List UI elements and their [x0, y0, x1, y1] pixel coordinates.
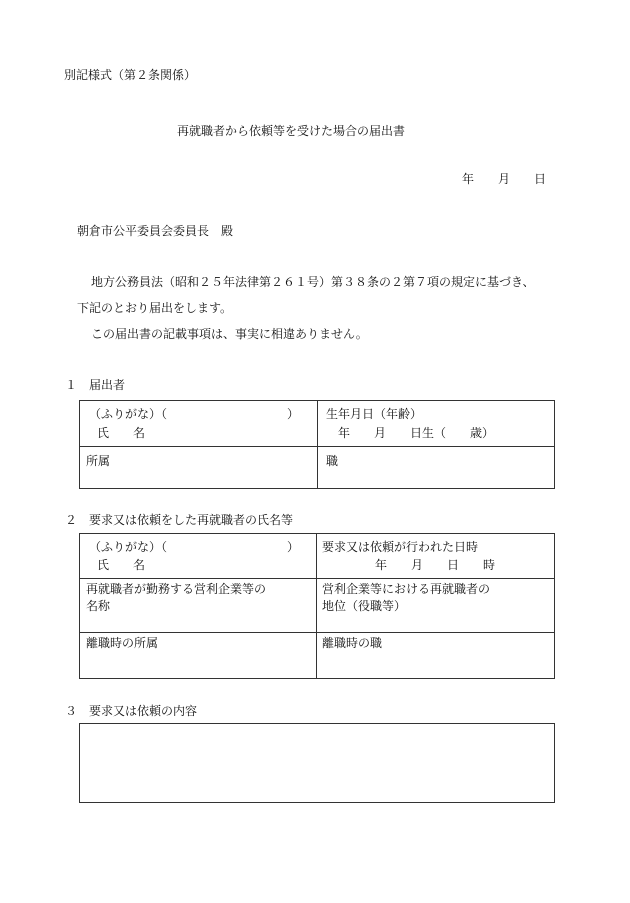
table-divider — [80, 446, 554, 447]
table-divider — [80, 578, 554, 579]
section2-furigana: （ふりがな）（ ） — [89, 540, 300, 554]
statement-line-1: 地方公務員法（昭和２５年法律第２６１号）第３８条の２第７項の規定に基づき、 — [91, 275, 535, 289]
section1-heading: １ 届出者 — [65, 378, 126, 392]
affiliation-label: 所属 — [86, 454, 111, 468]
request-datetime-label: 要求又は依頼が行われた日時 — [322, 540, 479, 554]
retirement-position-label: 離職時の職 — [322, 636, 383, 650]
table-divider — [317, 401, 318, 488]
company-status-label-line2: 地位（役職等） — [322, 599, 407, 613]
birthdate-label: 生年月日（年齢） — [326, 407, 423, 421]
addressee: 朝倉市公平委員会委員長 殿 — [77, 224, 234, 238]
section1-furigana: （ふりがな）（ ） — [89, 407, 300, 421]
section3-heading: ３ 要求又は依頼の内容 — [65, 704, 198, 718]
section2-name-label: 氏 名 — [97, 558, 146, 572]
table-divider — [80, 632, 554, 633]
statement-line-3: この届出書の記載事項は、事実に相違ありません。 — [91, 327, 368, 341]
statement-line-2: 下記のとおり届出をします。 — [77, 301, 233, 315]
document-title: 再就職者から依頼等を受けた場合の届出書 — [177, 124, 406, 138]
position-label: 職 — [326, 454, 339, 468]
request-datetime-value: 年 月 日 時 — [375, 558, 496, 572]
birthdate-value: 年 月 日生（ 歳） — [338, 426, 495, 440]
section1-name-label: 氏 名 — [97, 426, 146, 440]
retirement-affiliation-label: 離職時の所属 — [86, 636, 159, 650]
company-name-label-line2: 名称 — [86, 599, 111, 613]
date-line: 年 月 日 — [462, 172, 547, 186]
company-status-label-line1: 営利企業等における再就職者の — [322, 582, 491, 596]
company-name-label-line1: 再就職者が勤務する営利企業等の — [86, 582, 267, 596]
section2-table — [79, 533, 555, 679]
form-label: 別記様式（第２条関係） — [64, 68, 197, 82]
section2-heading: ２ 要求又は依頼をした再就職者の氏名等 — [65, 513, 294, 527]
table-divider — [316, 534, 317, 678]
request-content-box — [79, 723, 555, 803]
